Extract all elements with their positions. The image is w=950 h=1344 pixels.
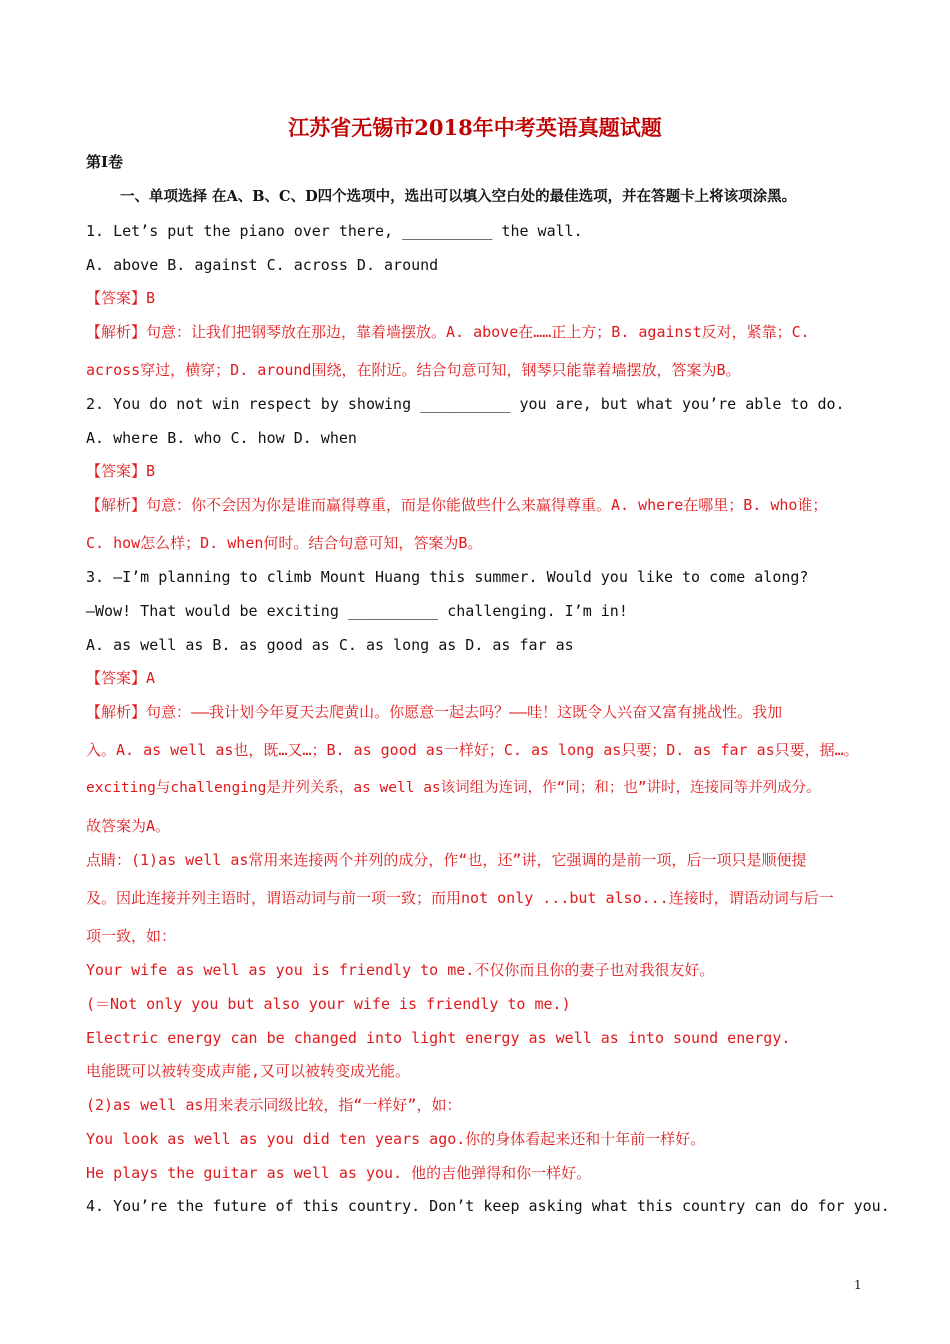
q2-analysis-line2: C. how怎么样；D. when何时。结合句意可知，答案为B。 — [86, 534, 483, 552]
q3-analysis-line2: 入。A. as well as也，既…又…；B. as good as一样好；C. as long as只要；D. as far as只要，据…。 — [86, 741, 859, 759]
q3-stem-line2: —Wow! That would be exciting __________ challenging. I’m in! — [86, 602, 628, 620]
page-title: 江苏省无锡市2018年中考英语真题试题 — [288, 115, 662, 140]
q3-analysis-line1: 【解析】句意：——我计划今年夏天去爬黄山。你愿意一起去吗？——哇！这既令人兴奋又富有挑战性。我加 — [86, 703, 783, 721]
q2-answer: 【答案】B — [86, 462, 156, 480]
volume-heading: 第Ⅰ卷 — [86, 153, 124, 171]
q2-options: A. where B. who C. how D. when — [86, 429, 357, 447]
page-number: 1 — [854, 1278, 862, 1292]
q3-example4: He plays the guitar as well as you. 他的吉他弹得和你一样好。 — [86, 1164, 592, 1182]
q1-answer: 【答案】B — [86, 289, 156, 307]
q3-example1: Your wife as well as you is friendly to me.不仅你而且你的妻子也对我很友好。 — [86, 961, 715, 979]
q3-tip-point2: (2)as well as用来表示同级比较，指“一样好”，如： — [86, 1096, 462, 1114]
q1-stem: 1. Let’s put the piano over there, __________ the wall. — [86, 222, 583, 240]
q1-analysis-line1: 【解析】句意：让我们把钢琴放在那边，靠着墙摆放。A. above在……正上方；B. against反对，紧靠；C. — [86, 323, 810, 341]
q2-stem: 2. You do not win respect by showing __________ you are, but what you’re able to do. — [86, 395, 845, 413]
q3-example2: Electric energy can be changed into light energy as well as into sound energy. — [86, 1029, 791, 1047]
q2-analysis-line1: 【解析】句意：你不会因为你是谁而赢得尊重，而是你能做些什么来赢得尊重。A. where在哪里；B. who谁； — [86, 496, 828, 514]
q3-tip-line1: 点睛：(1)as well as常用来连接两个并列的成分，作“也，还”讲，它强调的是前一项，后一项只是顺便提 — [86, 851, 807, 869]
q1-analysis-line2: across穿过，横穿；D. around围绕，在附近。结合句意可知，钢琴只能靠着墙摆放，答案为B。 — [86, 361, 741, 379]
q1-options: A. above B. against C. across D. around — [86, 256, 439, 274]
q3-tip-line3: 项一致，如： — [86, 927, 177, 945]
q3-tip-line2: 及。因此连接并列主语时，谓语动词与前一项一致；而用not only ...but also...连接时，谓语动词与后一 — [86, 889, 834, 907]
q4-stem: 4. You’re the future of this country. Don’t keep asking what this country can do for you. — [86, 1197, 890, 1215]
q3-analysis-line4: 故答案为A。 — [86, 817, 171, 835]
q3-options: A. as well as B. as good as C. as long as D. as far as — [86, 636, 574, 654]
q3-example2-translation: 电能既可以被转变成声能,又可以被转变成光能。 — [86, 1062, 411, 1080]
q3-example3: You look as well as you did ten years ago.你的身体看起来还和十年前一样好。 — [86, 1130, 706, 1148]
section-heading: 一、单项选择 在A、B、C、D四个选项中，选出可以填入空白处的最佳选项，并在答题卡上将该项涂黑。 — [120, 188, 797, 205]
q3-analysis-line3: exciting与challenging是并列关系，as well as该词组为连词，作“同；和；也”讲时，连接同等并列成分。 — [86, 780, 821, 796]
q3-example1-alt: (＝Not only you but also your wife is friendly to me.) — [86, 995, 571, 1013]
q3-stem-line1: 3. —I’m planning to climb Mount Huang this summer. Would you like to come along? — [86, 568, 809, 586]
q3-answer: 【答案】A — [86, 669, 156, 687]
